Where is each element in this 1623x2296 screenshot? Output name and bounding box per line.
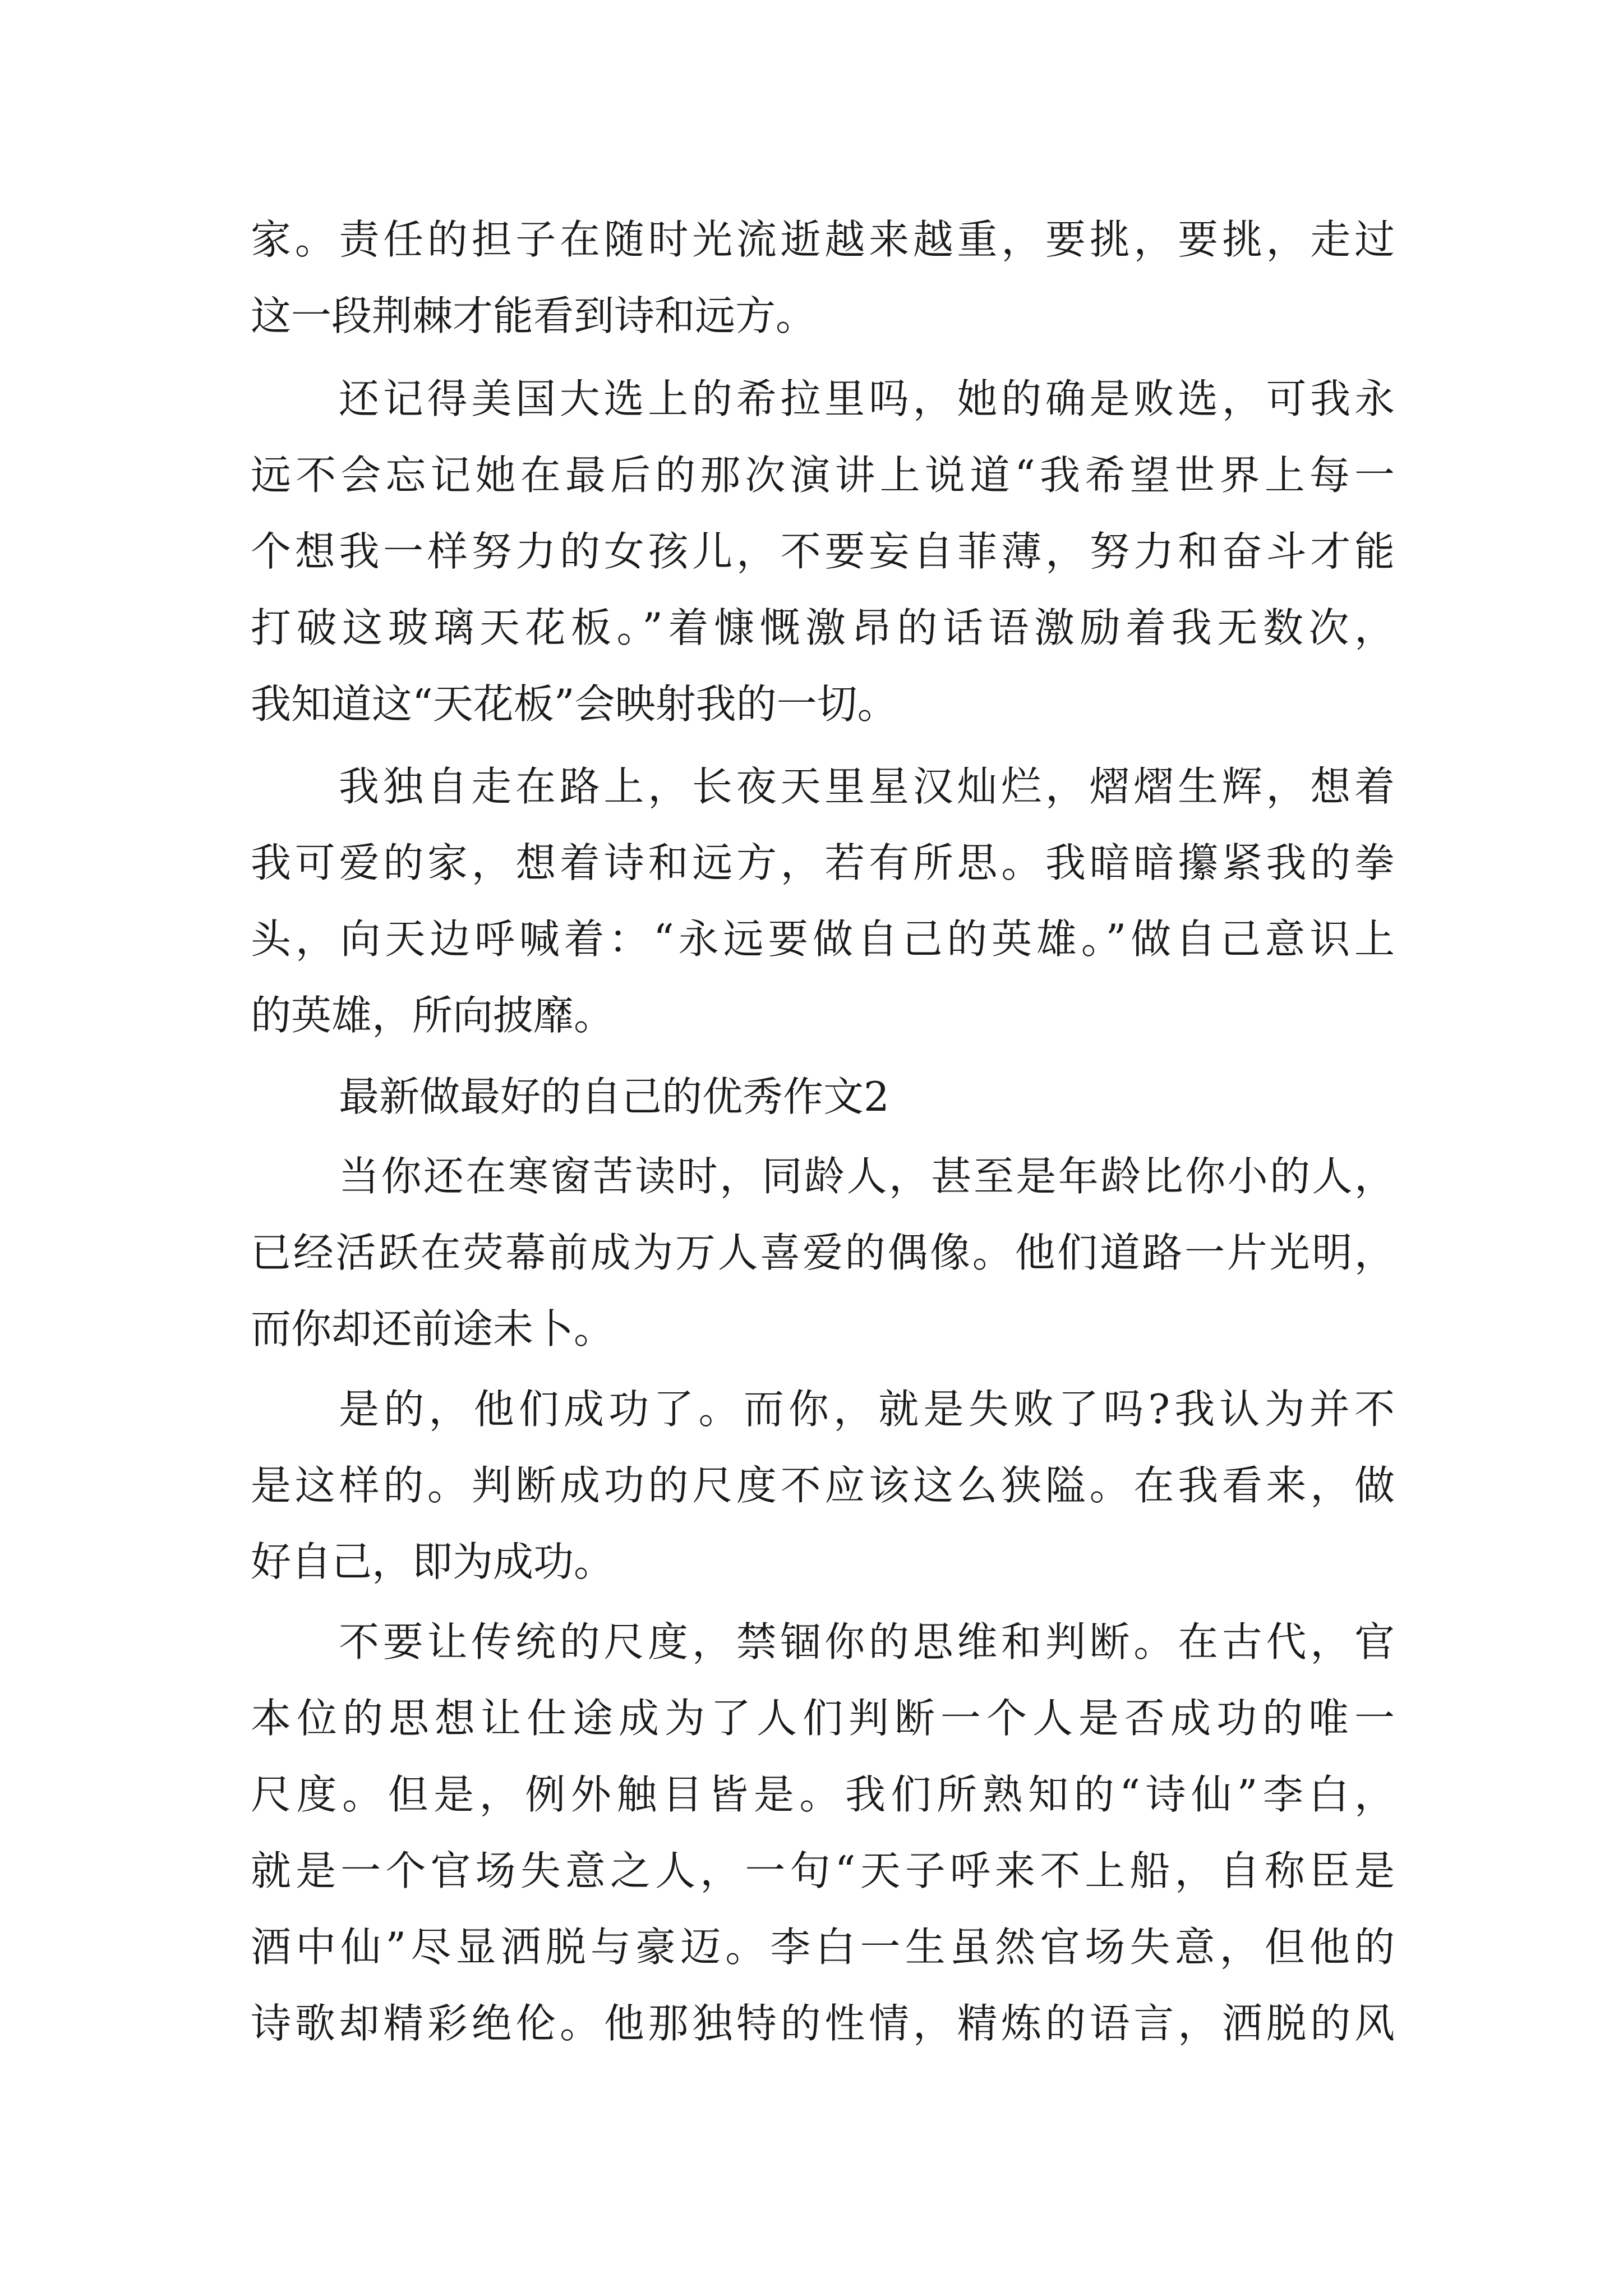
text-line: 我独自走在路上，长夜天里星汉灿烂，熠熠生辉，想着: [339, 763, 1395, 810]
text-line: 尺度。但是，例外触目皆是。我们所熟知的“诗仙”李白，: [251, 1771, 1395, 1818]
text-line: 这一段荆棘才能看到诗和远方。: [251, 292, 817, 339]
text-line: 我知道这“天花板”会映射我的一切。: [251, 680, 898, 728]
text-line: 头，向天边呼喊着：“永远要做自己的英雄。”做自己意识上: [251, 915, 1395, 963]
text-line: 而你却还前途未卜。: [251, 1305, 615, 1352]
text-line: 当你还在寒窗苦读时，同龄人，甚至是年龄比你小的人，: [339, 1153, 1395, 1200]
text-line: 家。责任的担子在随时光流逝越来越重，要挑，要挑，走过: [251, 216, 1395, 263]
text-line: 是这样的。判断成功的尺度不应该这么狭隘。在我看来，做: [251, 1462, 1395, 1509]
section-heading: 最新做最好的自己的优秀作文2: [339, 1073, 889, 1120]
text-line: 诗歌却精彩绝伦。他那独特的性情，精炼的语言，洒脱的风: [251, 2000, 1395, 2047]
text-line: 是的，他们成功了。而你，就是失败了吗?我认为并不: [339, 1386, 1395, 1433]
text-line: 个想我一样努力的女孩儿，不要妄自菲薄，努力和奋斗才能: [251, 528, 1395, 575]
text-line: 就是一个官场失意之人，一句“天子呼来不上船，自称臣是: [251, 1847, 1395, 1894]
text-line: 酒中仙”尽显洒脱与豪迈。李白一生虽然官场失意，但他的: [251, 1924, 1395, 1971]
text-line: 远不会忘记她在最后的那次演讲上说道“我希望世界上每一: [251, 452, 1395, 499]
text-line: 还记得美国大选上的希拉里吗，她的确是败选，可我永: [339, 375, 1395, 422]
text-line: 的英雄，所向披靡。: [251, 992, 615, 1039]
text-line: 我可爱的家，想着诗和远方，若有所思。我暗暗攥紧我的拳: [251, 839, 1395, 886]
text-line: 本位的思想让仕途成为了人们判断一个人是否成功的唯一: [251, 1695, 1395, 1742]
text-line: 已经活跃在荧幕前成为万人喜爱的偶像。他们道路一片光明，: [251, 1229, 1395, 1276]
text-line: 好自己，即为成功。: [251, 1538, 615, 1585]
text-line: 打破这玻璃天花板。”着慷慨激昂的话语激励着我无数次，: [251, 604, 1395, 651]
text-line: 不要让传统的尺度，禁锢你的思维和判断。在古代，官: [339, 1618, 1395, 1665]
